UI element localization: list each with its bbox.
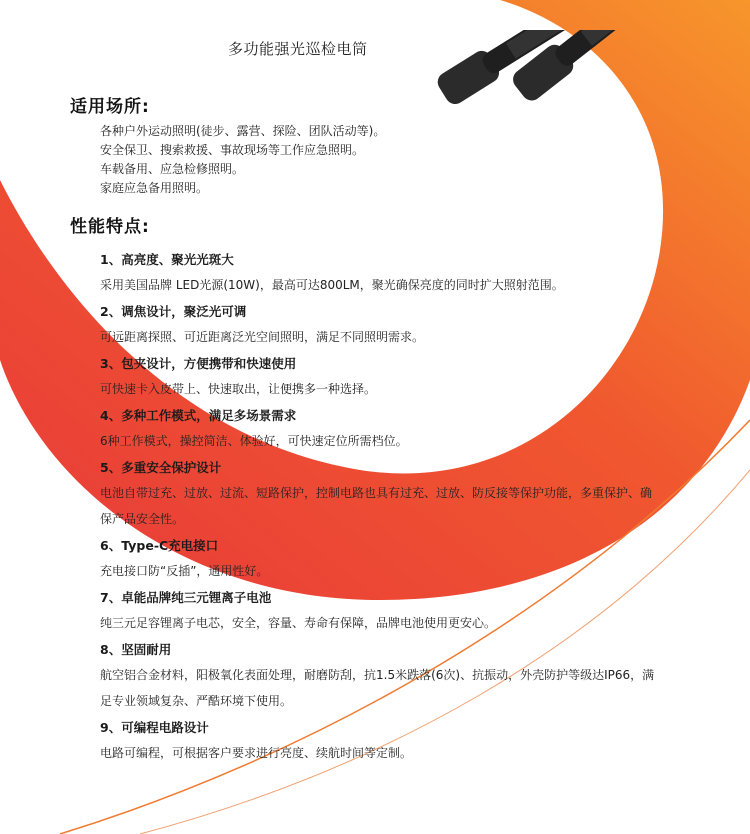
- features-list: [100, 248, 720, 768]
- scene-line: 安全保卫、搜索救援、事故现场等工作应急照明。: [100, 143, 365, 157]
- feature-desc: 电池自带过充、过放、过流、短路保护，控制电路也具有过充、过放、防反接等保护功能，多重保护、确保产品安全性。: [100, 486, 653, 526]
- feature-desc: 6种工作模式，操控简洁、体验好，可快速定位所需档位。: [100, 434, 408, 448]
- feature-item: [100, 352, 720, 402]
- feature-item: [100, 456, 720, 532]
- flashlight-pair-image: [410, 30, 650, 230]
- feature-desc: 可快速卡入皮带上、快速取出，让便携多一种选择。: [100, 382, 377, 396]
- feature-item: [100, 248, 720, 298]
- feature-desc: 航空铝合金材料，阳极氧化表面处理，耐磨防刮，抗1.5米跌落(6次)、抗振动，外壳防护等级达IP66，满足专业领域复杂、严酷环境下使用。: [100, 668, 655, 708]
- feature-desc: 纯三元足容锂离子电芯，安全，容量、寿命有保障，品牌电池使用更安心。: [100, 616, 497, 630]
- feature-title: 4、多种工作模式，满足多场景需求: [100, 408, 297, 423]
- feature-desc: 电路可编程，可根据客户要求进行亮度、续航时间等定制。: [100, 746, 413, 760]
- feature-desc: 充电接口防“反插”，通用性好。: [100, 564, 269, 578]
- scenes-list: [100, 122, 385, 198]
- feature-item: [100, 586, 720, 636]
- feature-desc: 可远距离探照、可近距离泛光空间照明，满足不同照明需求。: [100, 330, 425, 344]
- scene-line: 家庭应急备用照明。: [100, 181, 209, 195]
- scenes-heading: 适用场所:: [70, 97, 150, 117]
- feature-desc: 采用美国品牌 LED光源(10W)，最高可达800LM，聚光确保亮度的同时扩大照射范围。: [100, 278, 564, 292]
- feature-title: 5、多重安全保护设计: [100, 460, 222, 475]
- feature-title: 7、卓能品牌纯三元锂离子电池: [100, 590, 272, 605]
- feature-title: 6、Type-C充电接口: [100, 538, 219, 553]
- feature-item: [100, 716, 720, 766]
- scene-line: 车载备用、应急检修照明。: [100, 162, 245, 176]
- feature-title: 9、可编程电路设计: [100, 720, 209, 735]
- feature-title: 8、坚固耐用: [100, 642, 172, 657]
- page-title: 多功能强光巡检电筒: [228, 40, 368, 58]
- feature-title: 3、包夹设计，方便携带和快速使用: [100, 356, 297, 371]
- feature-item: [100, 404, 720, 454]
- feature-item: [100, 534, 720, 584]
- feature-item: [100, 638, 720, 714]
- feature-title: 1、高亮度、聚光光斑大: [100, 252, 234, 267]
- scene-line: 各种户外运动照明(徒步、露营、探险、团队活动等)。: [100, 124, 386, 138]
- feature-title: 2、调焦设计，聚泛光可调: [100, 304, 247, 319]
- features-heading: 性能特点:: [70, 217, 150, 237]
- feature-item: [100, 300, 720, 350]
